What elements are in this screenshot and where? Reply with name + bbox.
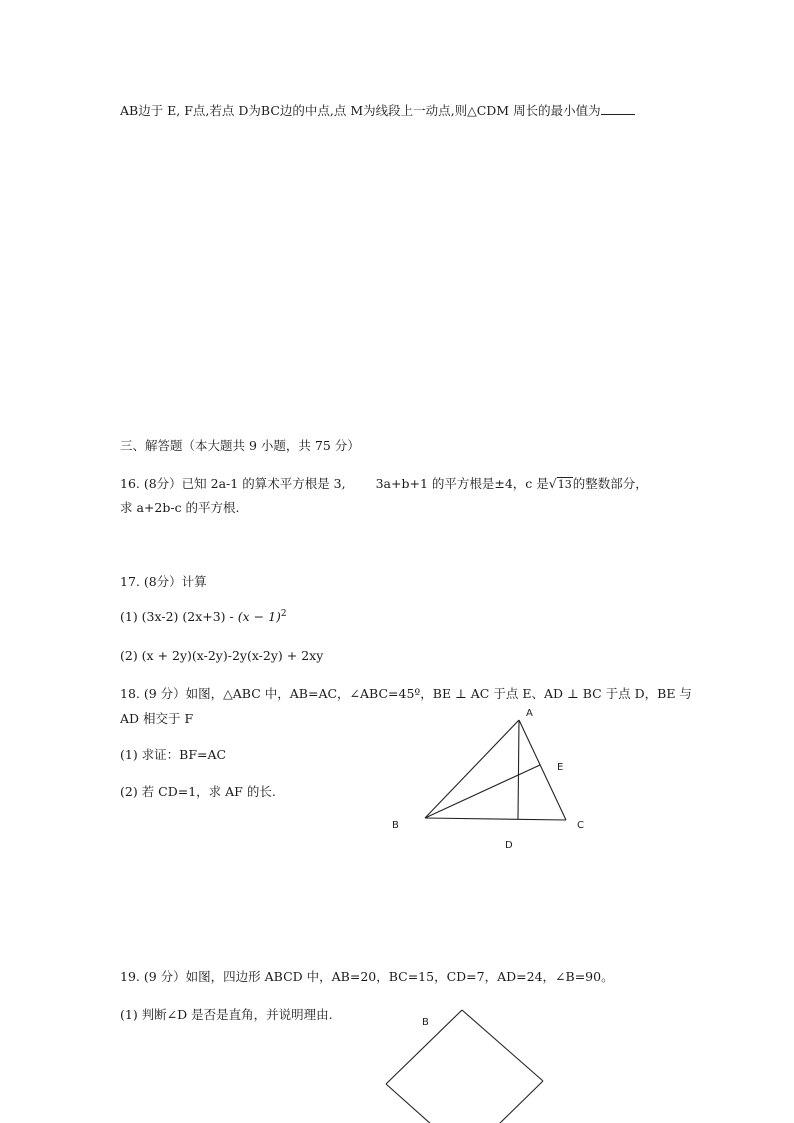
- q18-triangle-figure: [380, 700, 600, 860]
- q18-line1: 18. (9 分）如图，△ABC 中，AB=AC，∠ABC=45º，BE ⊥ AC 于点 E、AD ⊥ BC 于点 D，BE 与: [120, 686, 692, 701]
- q15-tail: AB边于 E, F点,若点 D为BC边的中点,点 M为线段上一动点,则△CDM 周长的最小值为: [120, 103, 601, 118]
- label-d: D: [505, 840, 513, 851]
- sqrt-symbol: √13: [548, 476, 572, 491]
- label-e: E: [557, 762, 564, 773]
- section-title: 三、解答题（本大题共 9 小题，共 75 分）: [120, 438, 360, 453]
- side-b-right: [462, 1010, 543, 1081]
- label-c: C: [577, 820, 584, 831]
- q16-line2: 求 a+2b-c 的平方根.: [120, 500, 240, 515]
- q16-part2: 3a+b+1 的平方根是±4，c 是: [375, 476, 549, 491]
- label-b: B: [392, 820, 399, 831]
- q16-part1: 16. (8分）已知 2a-1 的算术平方根是 3,: [120, 476, 346, 491]
- side-ab: [425, 720, 519, 818]
- q17-item1: [120, 609, 287, 624]
- q18-sub2: (2) 若 CD=1，求 AF 的长.: [120, 784, 276, 799]
- q17-item1-a: (1) (3x-2) (2x+3) -: [120, 609, 234, 625]
- q17-item2: (2) (x + 2y)(x-2y)-2y(x-2y) + 2xy: [120, 648, 324, 663]
- label-b19: B: [422, 1017, 429, 1028]
- q16-part3: 的整数部分，: [572, 476, 648, 491]
- q17-title: 17. (8分）计算: [120, 574, 207, 589]
- label-a: A: [526, 708, 533, 719]
- q19-quadrilateral-figure: [380, 1005, 560, 1123]
- q18-sub1: (1) 求证：BF=AC: [120, 747, 227, 762]
- q15-text-line: [120, 101, 635, 119]
- altitude-be: [425, 765, 540, 818]
- q18-line2: AD 相交于 F: [120, 711, 194, 726]
- altitude-ad: [518, 720, 519, 819]
- q17-item1-b: (x − 1): [237, 609, 281, 625]
- q16-radicand: 13: [557, 478, 572, 491]
- answer-blank: [601, 102, 635, 115]
- side-right-lower: [498, 1081, 543, 1123]
- side-bc: [425, 818, 566, 820]
- side-left-lower: [386, 1084, 432, 1123]
- q17-item1-exp: 2: [280, 609, 287, 619]
- q19-sub1: (1) 判断∠D 是否是直角，并说明理由.: [120, 1007, 333, 1022]
- q16-line1: [120, 474, 648, 492]
- q19-line1: 19. (9 分）如图，四边形 ABCD 中，AB=20，BC=15，CD=7，AD=24，∠B=90。: [120, 969, 614, 984]
